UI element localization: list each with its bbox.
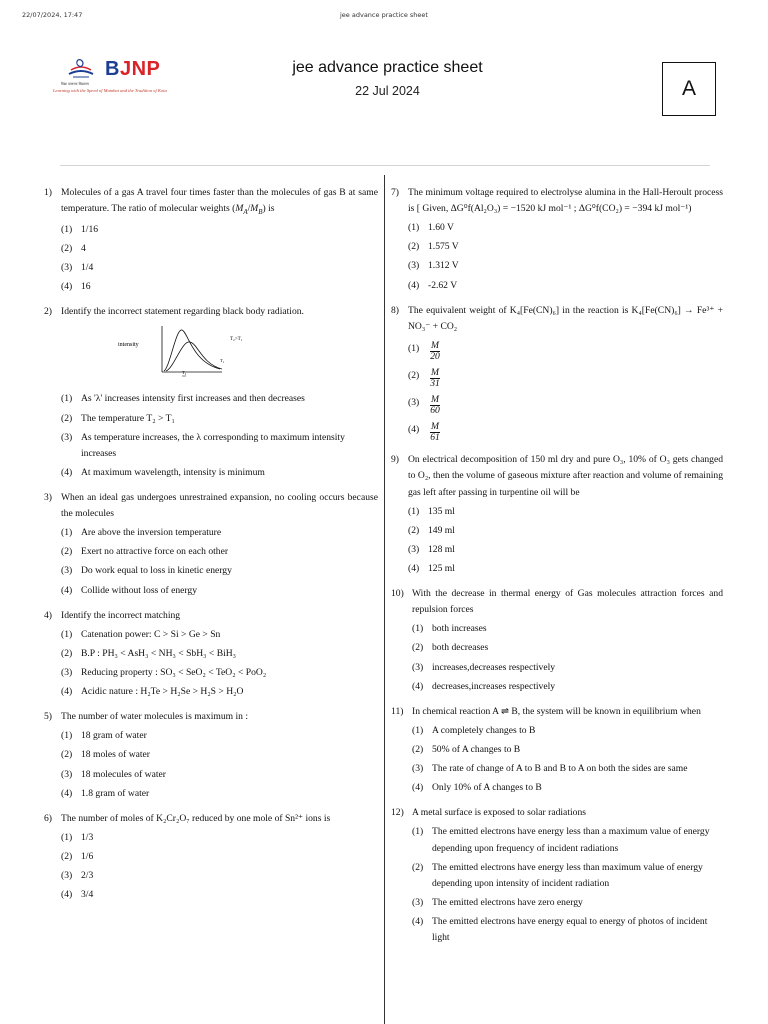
page-title: jee advance practice sheet — [292, 59, 483, 76]
fraction: $\frac{M}{20}$ — [430, 339, 440, 362]
option: (4) Only 10% of A changes to B — [412, 782, 542, 794]
option: (3) The rate of change of A to B and B to A on both the sides are same — [412, 763, 688, 775]
option: (2) $\frac{M}{31}$ — [408, 367, 440, 390]
option: (4) At maximum wavelength, intensity is minimum — [61, 466, 265, 478]
question-8: 8) The equivalent weight of K₄[Fe(CN)₆] in the reaction is K₄[Fe(CN)₆] → Fe³⁺ + NO₃⁻ + CO₂ (1) $\frac{M}{20}$ (2) $\frac{M}{31}$ (3) $\frac{M}{60}$ (4) $\frac{M}{61}$ — [391, 304, 723, 444]
question-2: 2) Identify the incorrect statement regarding black body radiation. intensity T₂>T₁ T₂ T₁ (1) As 'λ' increases intensity first increases and then decreases (2) The temperature T₂ > T₁ (3) As temperature increases, the λ corresponding to maximum intensity increases (4) At maximum wavelength, intensity is minimum — [44, 304, 378, 481]
print-doc-title: jee advance practice sheet — [340, 11, 428, 19]
fraction: $\frac{M}{31}$ — [430, 367, 440, 390]
option: (3) Do work equal to loss in kinetic energy — [61, 565, 232, 577]
option: (4) $\frac{M}{61}$ — [408, 421, 440, 444]
option: (2) The temperature T₂ > T₁ — [61, 412, 175, 424]
column-divider — [384, 175, 385, 1024]
option: (2) 18 moles of water — [61, 749, 151, 761]
set-code-box: A — [662, 62, 716, 116]
option: (2) B.P : PH₃ < AsH₃ < NH₃ < SbH₃ < BiH₃ — [61, 647, 237, 659]
svg-text:T₁: T₁ — [220, 358, 225, 364]
option: (1) 1/3 — [61, 831, 94, 843]
option: (1) $\frac{M}{20}$ — [408, 339, 440, 362]
sheet-date: 22 Jul 2024 — [355, 84, 420, 98]
option: (3) 18 molecules of water — [61, 768, 166, 780]
option: (2) The emitted electrons have energy less than maximum value of energy depending upon intensity of incident radiation — [412, 861, 703, 889]
option: (1) The emitted electrons have energy less than a maximum value of energy depending upon frequency of incident radiations — [412, 826, 710, 854]
option: (4) Collide without loss of energy — [61, 584, 198, 596]
question-11: 11) In chemical reaction A ⇌ B, the system will be known in equilibrium when (1) A completely changes to B (2) 50% of A changes to B (3) The rate of change of A to B and B to A on both the sides are same (4) Only 10% of A changes to B — [391, 704, 723, 797]
option: (3) 2/3 — [61, 870, 94, 882]
option: (3) Reducing property : SO₃ < SeO₂ < TeO₂ < PoO₂ — [61, 666, 267, 678]
option: (1) both increases — [412, 623, 487, 635]
option: (3) 1/4 — [61, 261, 94, 273]
option: (2) 1.575 V — [408, 241, 459, 253]
svg-text:T₂>T₁: T₂>T₁ — [230, 337, 243, 343]
option: (3) 128 ml — [408, 543, 455, 555]
option: (4) 125 ml — [408, 563, 455, 575]
option: (2) 149 ml — [408, 524, 455, 536]
option: (1) As 'λ' increases intensity first increases and then decreases — [61, 393, 305, 405]
option: (2) 1/6 — [61, 850, 94, 862]
option: (4) 3/4 — [61, 889, 94, 901]
option: (4) -2.62 V — [408, 279, 458, 291]
option: (3) As temperature increases, the λ corresponding to maximum intensity increases — [61, 431, 345, 459]
option: (2) Exert no attractive force on each other — [61, 546, 229, 558]
logo-subtitle: विद्या प्रसारक विद्यालय — [61, 82, 89, 86]
option: (1) 1/16 — [61, 223, 99, 235]
question-5: 5) The number of water molecules is maximum in : (1) 18 gram of water (2) 18 moles of water (3) 18 molecules of water (4) 1.8 gram of water — [44, 709, 378, 802]
logo-brand: BJNP — [105, 58, 161, 80]
logo-tagline: Learning with the Speed of Mumbai and the Tradition of Kota — [53, 88, 167, 93]
question-12: 12) A metal surface is exposed to solar radiations (1) The emitted electrons have energy less than a maximum value of energy depending upon frequency of incident radiations (2) The emitted electrons have energy less than maximum value of energy depending upon intensity of incident radiation (3) The emitted electrons have zero energy (4) The emitted electrons have energy equal to energy of photos of incident light — [391, 805, 723, 946]
option: (4) 16 — [61, 281, 91, 293]
option: (3) $\frac{M}{60}$ — [408, 394, 440, 417]
svg-text:T₂: T₂ — [182, 370, 187, 376]
question-9: 9) On electrical decomposition of 150 ml dry and pure O₃, 10% of O₃ gets changed to O₂, then the volume of gaseous mixture after reaction and volume of remaining gas left after passing in turpentine oil will be (1) 135 ml (2) 149 ml (3) 128 ml (4) 125 ml — [391, 452, 723, 577]
option: (3) 1.312 V — [408, 260, 459, 272]
question-7: 7) The minimum voltage required to electrolyse alumina in the Hall-Heroult process is [ Given, ΔG⁰f(Al₂O₃) = −1520 kJ mol⁻¹ ; ΔG⁰f(CO₂) = −394 kJ mol⁻¹) (1) 1.60 V (2) 1.575 V (3) 1.312 V (4) -2.62 V — [391, 185, 723, 294]
right-column — [391, 185, 723, 955]
option: (3) increases,decreases respectively — [412, 661, 556, 673]
question-6: 6) The number of moles of K₂Cr₂O₇ reduced by one mole of Sn²⁺ ions is (1) 1/3 (2) 1/6 (3) 2/3 (4) 3/4 — [44, 811, 378, 904]
option: (3) The emitted electrons have zero energy — [412, 896, 583, 908]
option: (2) both decreases — [412, 642, 489, 654]
option: (2) 4 — [61, 242, 86, 254]
option: (1) Are above the inversion temperature — [61, 527, 222, 539]
option: (1) 135 ml — [408, 505, 455, 517]
option: (1) 1.60 V — [408, 222, 454, 234]
question-1: 1) Molecules of a gas A travel four times faster than the molecules of gas B at same temperature. The ratio of molecular weights $(M_A/M_B)$ is (1) 1/16 (2) 4 (3) 1/4 (4) 16 — [44, 185, 378, 295]
option: (4) The emitted electrons have energy equal to energy of photos of incident light — [412, 916, 708, 944]
black-body-graph — [118, 322, 278, 378]
fraction: $\frac{M}{61}$ — [430, 421, 440, 444]
header-divider — [60, 165, 710, 166]
question-4: 4) Identify the incorrect matching (1) Catenation power: C > Si > Ge > Sn (2) B.P : PH₃ < AsH₃ < NH₃ < SbH₃ < BiH₃ (3) Reducing property : SO₃ < SeO₂ < TeO₂ < PoO₂ (4) Acidic nature : H₂Te > H₂Se > H₂S > H₂O — [44, 608, 378, 701]
option: (4) decreases,increases respectively — [412, 680, 556, 692]
print-timestamp: 22/07/2024, 17:47 — [22, 11, 83, 19]
option: (4) Acidic nature : H₂Te > H₂Se > H₂S > H₂O — [61, 686, 244, 698]
book-logo-icon — [65, 56, 97, 82]
svg-text:intensity: intensity — [118, 342, 139, 349]
question-10: 10) With the decrease in thermal energy of Gas molecules attraction forces and repulsion forces (1) both increases (2) both decreases (3) increases,decreases respectively (4) decreases,increases respectively — [391, 586, 723, 695]
option: (1) A completely changes to B — [412, 724, 536, 736]
question-text: Molecules of a gas A travel four times faster than the molecules of gas B at same temperature. The ratio of molecular weights $(M_A/M_B)$ is — [61, 187, 378, 217]
option: (1) 18 gram of water — [61, 730, 147, 742]
question-3: 3) When an ideal gas undergoes unrestrained expansion, no cooling occurs because the molecules (1) Are above the inversion temperature (2) Exert no attractive force on each other (3) Do work equal to loss in kinetic energy (4) Collide without loss of energy — [44, 490, 378, 599]
option: (2) 50% of A changes to B — [412, 744, 521, 756]
option: (1) Catenation power: C > Si > Ge > Sn — [61, 628, 221, 640]
option: (4) 1.8 gram of water — [61, 787, 150, 799]
fraction: $\frac{M}{60}$ — [430, 394, 440, 417]
left-column — [44, 185, 378, 912]
bjnp-logo — [55, 54, 205, 96]
